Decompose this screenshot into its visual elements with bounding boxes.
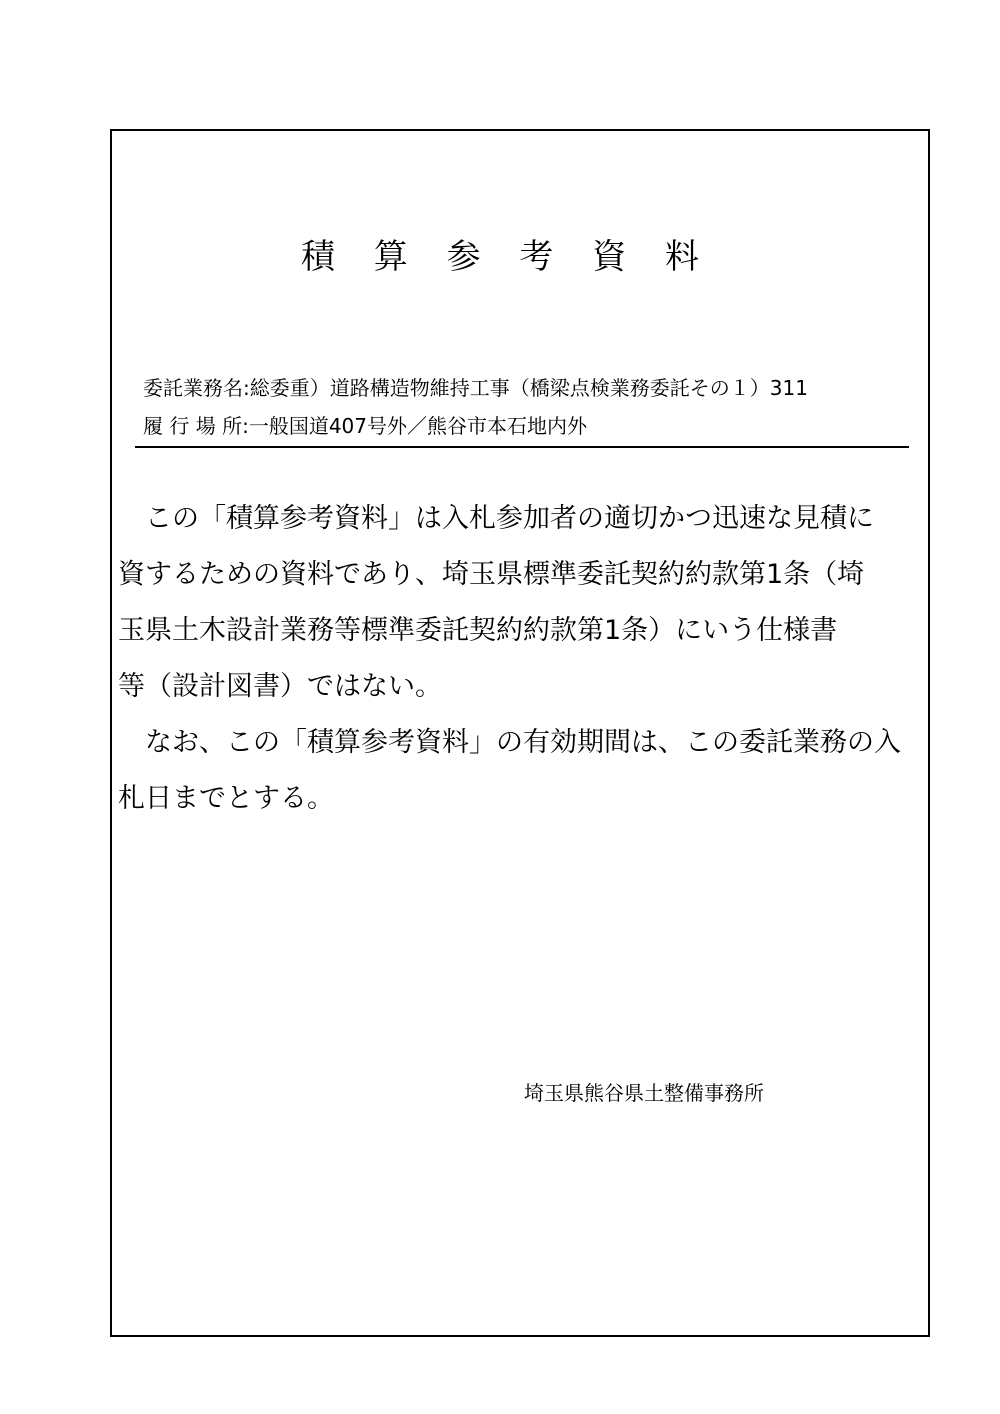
office-name: 埼玉県熊谷県土整備事務所 — [524, 1081, 764, 1105]
place-value: 一般国道407号外／熊谷市本石地内外 — [248, 414, 588, 438]
task-name-label: 委託業務名 — [143, 376, 243, 400]
header-divider — [135, 446, 909, 448]
task-name-line — [143, 374, 808, 402]
body-line-4: 等（設計図書）ではない。 — [118, 671, 442, 702]
place-label: 履 行 場 所 — [143, 414, 243, 438]
body-line-6: 札日までとする。 — [118, 783, 334, 814]
body-line-2: 資するための資料であり、埼玉県標準委託契約約款第1条（埼 — [118, 559, 865, 590]
task-name-separator: : — [243, 376, 250, 400]
body-line-3: 玉県土木設計業務等標準委託契約約款第1条）にいう仕様書 — [118, 615, 838, 646]
document-title: 積 算 参 考 資 料 — [300, 237, 714, 277]
body-line-1: この「積算参考資料」は入札参加者の適切かつ迅速な見積に — [118, 503, 874, 534]
task-name-value: 総委重）道路構造物維持工事（橋梁点検業務委託その１）311 — [249, 376, 808, 400]
place-separator: : — [242, 414, 249, 438]
body-line-5: なお、この「積算参考資料」の有効期間は、この委託業務の入 — [118, 727, 901, 758]
place-line — [143, 412, 587, 440]
